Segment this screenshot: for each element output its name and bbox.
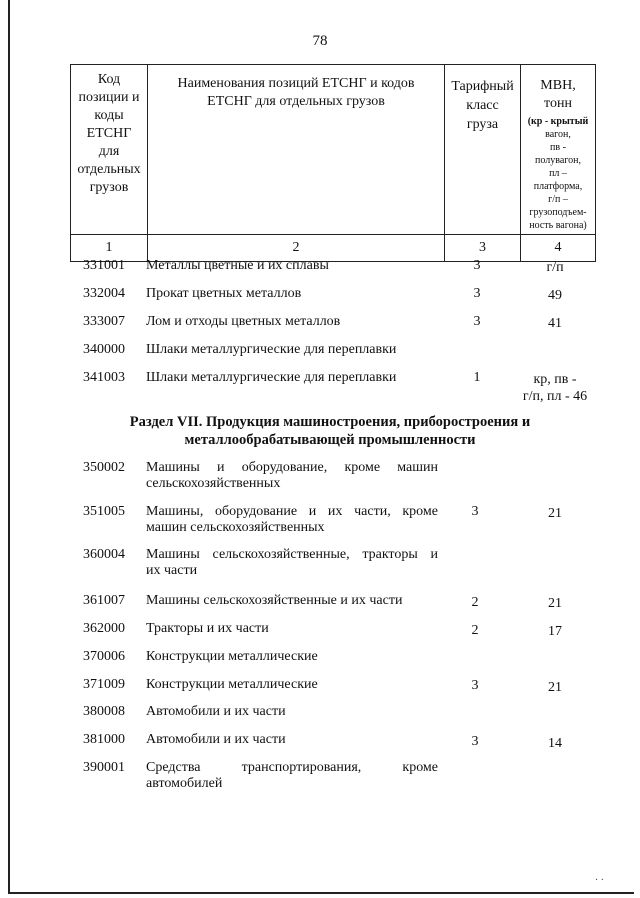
header-code: Код позиции и коды ЕТСНГ для отдельных грузов [71,65,148,235]
header-table [70,64,596,262]
header-mvn-legend: (кр - крытый вагон, пв - полувагон, пл – платформа, г/п – грузоподъем- ность вагона) [527,116,589,231]
corner-mark: · · [594,875,604,886]
header-class: Тарифный класс груза [445,65,521,235]
page-number: 78 [312,33,328,49]
section-title: Раздел VII. Продукция машиностроения, приборостроения и металлообрабатывающей промышленности [129,414,531,448]
column-numbers-row: 1 2 3 4 [71,235,596,262]
header-mvn: МВН, тонн (кр - крытый вагон, пв - полувагон, пл – платформа, г/п – грузоподъем- ность вагона) [521,65,596,235]
header-name: Наименования позиций ЕТСНГ и кодов ЕТСНГ для отдельных грузов [148,65,445,235]
